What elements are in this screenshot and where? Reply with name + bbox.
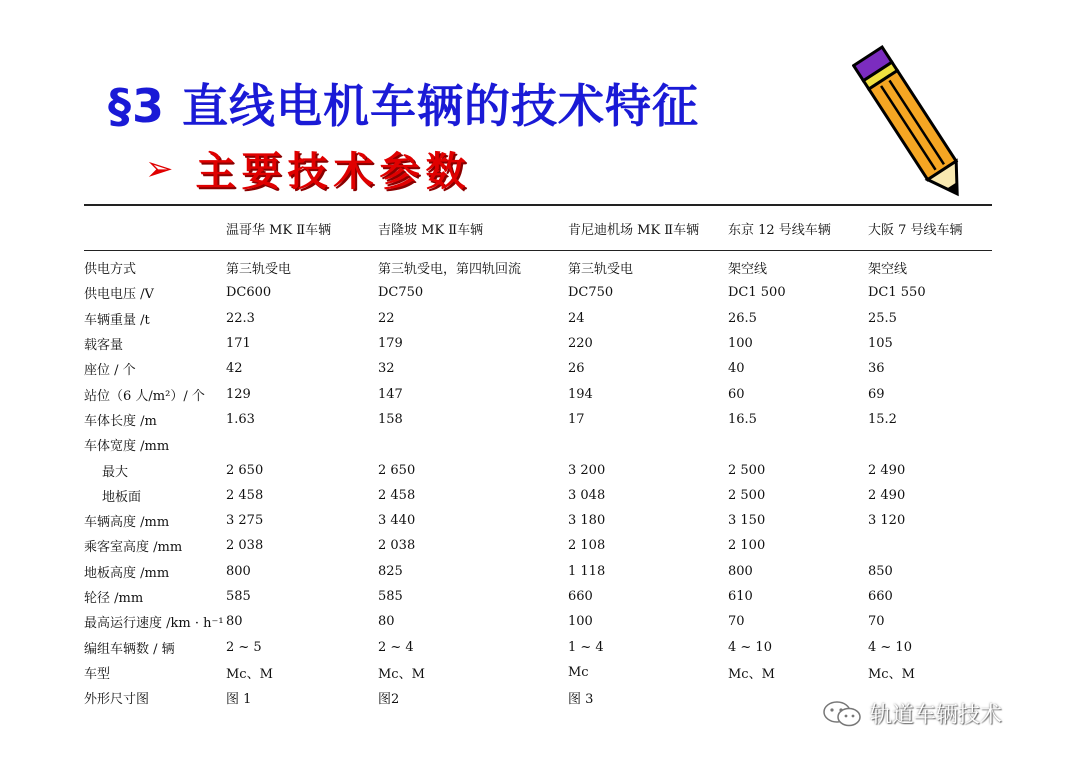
value-cell: 3 440 [378,513,416,529]
table-row [84,634,992,659]
watermark [822,698,1002,729]
value-cell: 32 [378,361,395,377]
value-cell: 26.5 [728,310,757,326]
slide-subtitle: 主要技术参数 [195,148,472,195]
value-cell: 220 [568,336,593,352]
value-cell: 15.2 [868,411,897,427]
value-cell: 80 [226,614,243,630]
value-cell: 2 ~ 5 [226,639,262,655]
row-label-cell: 地板面 [102,489,142,505]
table-row [84,407,992,432]
value-cell: 第三轨受电 [226,262,292,278]
value-cell: 24 [568,310,585,326]
value-cell: 129 [226,386,251,402]
value-cell: 3 275 [226,513,264,529]
value-cell: 3 120 [868,513,906,529]
value-cell: 2 458 [226,487,264,503]
value-cell: 194 [568,386,593,402]
value-cell: 2 650 [378,462,416,478]
pencil-icon [852,36,982,206]
value-cell: 2 490 [868,462,906,478]
value-cell: 2 ~ 4 [378,639,414,655]
spec-table [84,206,992,710]
value-cell: 60 [728,386,745,402]
row-label-cell: 车体长度 /m [84,413,157,429]
value-cell: DC1 500 [728,285,786,301]
value-cell: 70 [868,614,885,630]
row-label-cell: 站位（6 人/m²）/ 个 [84,388,205,404]
header-cell [84,206,226,250]
table-row [84,559,992,584]
value-cell: 2 038 [226,538,264,554]
value-cell: Mc、M [868,666,915,682]
value-cell: 3 180 [568,513,606,529]
value-cell: 第三轨受电，第四轨回流 [378,262,522,278]
slide-title: §3 直线电机车辆的技术特征 [108,79,700,133]
value-cell: 4 ~ 10 [868,639,912,655]
value-cell: 2 500 [728,487,766,503]
value-cell: 3 150 [728,513,766,529]
value-cell: 2 100 [728,538,766,554]
table-row [84,660,992,685]
value-cell: DC1 550 [868,285,926,301]
row-label-cell: 地板高度 /mm [84,565,170,581]
value-cell: 17 [568,411,585,427]
value-cell: DC750 [378,285,424,301]
header-cell: 东京 12 号线车辆 [728,222,831,238]
value-cell: 2 038 [378,538,416,554]
value-cell: 610 [728,589,753,604]
value-cell: 图2 [378,692,400,708]
value-cell: 2 108 [568,538,606,554]
value-cell: 25.5 [868,310,897,326]
value-cell: DC600 [226,285,272,301]
value-cell: 850 [868,563,893,579]
value-cell [728,432,868,457]
row-label-cell: 车型 [84,666,111,682]
value-cell: 4 ~ 10 [728,639,772,655]
value-cell: 585 [378,589,403,604]
value-cell: 105 [868,336,893,352]
table-row [84,331,992,356]
value-cell: 16.5 [728,411,757,427]
value-cell: 2 650 [226,462,264,478]
row-label-cell: 车体宽度 /mm [84,439,170,455]
value-cell: 架空线 [868,262,908,278]
row-label-cell: 供电方式 [84,262,137,278]
row-label-cell: 座位 / 个 [84,363,136,379]
row-label-cell: 车辆重量 /t [84,312,150,328]
spec-table-container [84,204,992,710]
watermark-text: 轨道车辆技术 [870,703,1003,728]
wechat-icon [822,700,862,728]
value-cell: 图 3 [568,692,594,708]
value-cell: 40 [728,361,745,377]
value-cell: 179 [378,336,403,352]
value-cell: Mc、M [378,666,425,682]
arrow-bullet-icon: ➢ [145,148,174,189]
value-cell: 100 [728,336,753,352]
row-label-cell: 轮径 /mm [84,591,144,606]
row-label-cell: 编组车辆数 / 辆 [84,641,175,657]
row-label-cell: 车辆高度 /mm [84,515,170,531]
value-cell: 26 [568,361,585,377]
value-cell: 3 200 [568,462,606,478]
header-cell: 温哥华 MK Ⅱ车辆 [226,222,332,238]
value-cell: 1.63 [226,411,255,427]
row-label-cell: 供电电压 /V [84,287,154,303]
subtitle-row [145,140,472,197]
table-row [84,356,992,381]
table-row [84,457,992,482]
value-cell: 147 [378,386,403,402]
table-row [84,381,992,406]
value-cell: 22 [378,310,395,326]
value-cell: 171 [226,336,251,352]
header-cell: 肯尼迪机场 MK Ⅱ车辆 [568,222,700,238]
value-cell: Mc、M [226,666,273,682]
value-cell: 800 [728,563,753,579]
value-cell: 42 [226,361,243,377]
row-label-cell: 乘客室高度 /mm [84,540,183,556]
value-cell: DC750 [568,285,614,301]
value-cell: 70 [728,614,745,630]
value-cell: 2 458 [378,487,416,503]
header-cell: 吉隆坡 MK Ⅱ车辆 [378,222,484,238]
row-label-cell: 外形尺寸图 [84,692,150,708]
value-cell: 825 [378,563,403,579]
value-cell: 800 [226,563,251,579]
value-cell: Mc [568,664,589,680]
value-cell [226,432,378,457]
value-cell: 36 [868,361,885,377]
value-cell [568,432,728,457]
table-row [84,483,992,508]
value-cell: 1 ~ 4 [568,639,604,655]
row-label-cell: 载客量 [84,338,124,354]
table-row [84,508,992,533]
value-cell: 660 [568,589,593,604]
value-cell: 660 [868,589,893,604]
value-cell: Mc、M [728,666,775,682]
value-cell: 2 490 [868,487,906,503]
value-cell [868,432,992,457]
table-row [84,609,992,634]
table-body [84,251,992,710]
table-row [84,280,992,305]
value-cell: 22.3 [226,310,255,326]
value-cell [378,432,568,457]
value-cell: 架空线 [728,262,768,278]
value-cell: 69 [868,386,885,402]
value-cell: 158 [378,411,403,427]
row-label-cell: 最高运行速度 /km · h⁻¹ [84,616,224,632]
value-cell: 585 [226,589,251,604]
table-row [84,432,992,457]
table-row [84,251,992,280]
header-cell: 大阪 7 号线车辆 [868,222,963,238]
value-cell: 100 [568,614,593,630]
table-row [84,306,992,331]
value-cell: 80 [378,614,395,630]
value-cell: 图 1 [226,692,252,708]
table-row [84,584,992,609]
table-row [84,533,992,558]
value-cell: 第三轨受电 [568,262,634,278]
value-cell: 2 500 [728,462,766,478]
value-cell [868,533,992,558]
value-cell: 1 118 [568,563,606,579]
table-header-row [84,206,992,250]
row-label-cell: 最大 [102,464,129,480]
value-cell: 3 048 [568,487,606,503]
